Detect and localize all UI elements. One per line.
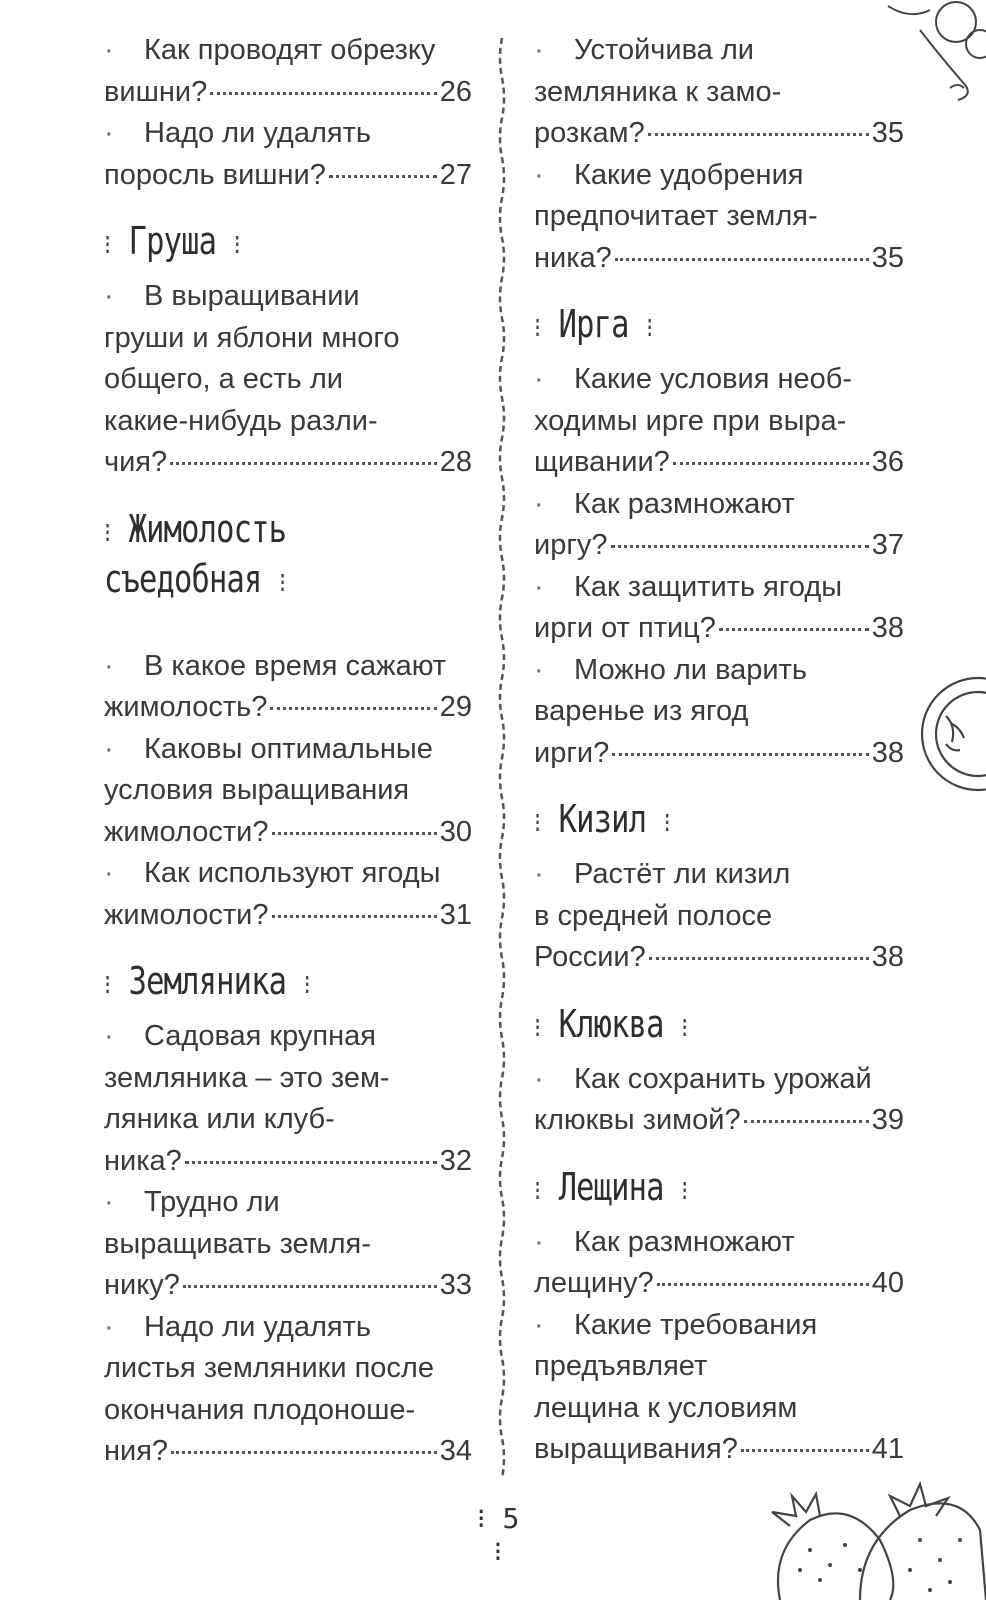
toc-entry xyxy=(534,30,904,155)
toc-entry xyxy=(104,276,472,484)
leader-dots xyxy=(657,1283,869,1286)
entry-text: лещину? xyxy=(534,1267,654,1299)
entry-text: В какое время сажают xyxy=(144,649,447,682)
toc-entry xyxy=(104,853,472,936)
toc-entry xyxy=(534,155,904,280)
entry-page-number: 35 xyxy=(871,117,904,149)
entry-line xyxy=(534,567,904,609)
entry-text: Как проводят обрезку xyxy=(144,34,436,66)
ornament-left-icon: ⁝ xyxy=(104,968,112,1001)
entry-text: Как размножают xyxy=(574,487,795,520)
section-heading xyxy=(534,301,830,351)
bullet-icon: · xyxy=(534,34,544,66)
entry-line xyxy=(104,1099,472,1141)
bullet-icon: · xyxy=(534,158,544,191)
entry-text: розкам? xyxy=(534,117,645,149)
entry-page-number: 34 xyxy=(439,1435,472,1467)
entry-text: выращивать земля- xyxy=(104,1227,371,1260)
entry-text: условия выращивания xyxy=(104,774,410,806)
section-heading xyxy=(534,796,830,846)
section-heading xyxy=(534,1164,830,1214)
entry-text: ника? xyxy=(534,241,612,274)
entry-last-line xyxy=(534,1263,904,1305)
entry-line xyxy=(104,1182,472,1224)
entry-page-number: 26 xyxy=(439,75,472,108)
entry-line xyxy=(104,1058,472,1100)
entry-line xyxy=(534,155,904,197)
entry-last-line xyxy=(534,525,904,567)
toc-entry xyxy=(534,1305,904,1471)
toc-entry xyxy=(534,650,904,775)
leader-dots xyxy=(272,915,437,918)
entry-text: жимолость? xyxy=(104,691,268,723)
bullet-icon: · xyxy=(104,649,114,682)
bullet-icon: · xyxy=(104,117,114,149)
entry-text: ходимы ирге при выра- xyxy=(534,404,847,437)
section-title: Земляника xyxy=(128,959,287,1003)
section-title: Груша xyxy=(128,219,217,263)
section-title: Клюква xyxy=(558,1001,664,1046)
entry-line xyxy=(104,318,472,360)
entry-line xyxy=(104,1224,472,1266)
entry-last-line xyxy=(534,113,904,155)
entry-line xyxy=(534,359,904,401)
bullet-icon: · xyxy=(104,857,114,889)
leader-dots xyxy=(649,957,869,960)
entry-text: чия? xyxy=(104,446,168,478)
entry-text: земляника к замо- xyxy=(534,75,782,108)
entry-line xyxy=(534,854,904,896)
entry-last-line xyxy=(534,937,904,979)
entry-text: нику? xyxy=(104,1269,180,1301)
entry-text: жимолости? xyxy=(104,898,269,931)
entry-line xyxy=(104,113,472,155)
entry-text: Как размножают xyxy=(574,1225,795,1258)
toc-entry xyxy=(534,484,904,567)
entry-page-number: 38 xyxy=(871,736,904,769)
ornament-right-icon: ⁝ xyxy=(681,1010,689,1044)
entry-line xyxy=(534,30,904,72)
ornament-right-icon: ⁝ xyxy=(493,1535,503,1568)
entry-text: ирги от птиц? xyxy=(534,612,716,644)
leader-dots xyxy=(648,133,869,136)
entry-page-number: 30 xyxy=(439,815,472,848)
entry-text: ляника или клуб- xyxy=(104,1103,335,1135)
section-heading-line2 xyxy=(104,556,398,606)
bullet-icon: · xyxy=(534,1308,544,1341)
bullet-icon: · xyxy=(534,858,544,890)
entry-line xyxy=(534,1388,904,1430)
entry-text: щивании? xyxy=(534,446,670,478)
berry-sketch-icon xyxy=(880,0,986,110)
entry-text: какие-нибудь разли- xyxy=(104,404,378,437)
bullet-icon: · xyxy=(534,487,544,520)
entry-last-line xyxy=(104,442,472,484)
entry-text: клюквы зимой? xyxy=(534,1104,741,1136)
toc-entry xyxy=(534,1059,904,1142)
ornament-left-icon: ⁝ xyxy=(104,228,112,261)
entry-last-line xyxy=(104,687,472,729)
leader-dots xyxy=(673,462,869,465)
toc-entry xyxy=(104,113,472,196)
ornament-right-icon: ⁝ xyxy=(663,806,671,839)
entry-line xyxy=(104,30,472,72)
entry-line xyxy=(534,1059,904,1101)
entry-last-line xyxy=(104,812,472,854)
entry-line xyxy=(534,1222,904,1264)
toc-entry xyxy=(534,359,904,484)
entry-text: Какие удобрения xyxy=(574,158,804,191)
ornament-right-icon: ⁝ xyxy=(233,228,241,261)
entry-line xyxy=(104,1016,472,1058)
leader-dots xyxy=(615,258,869,261)
strawberry-sketch-icon xyxy=(750,1470,986,1600)
section-heading xyxy=(104,218,398,268)
entry-text: общего, а есть ли xyxy=(104,363,343,395)
entry-last-line xyxy=(534,1100,904,1142)
toc-entry xyxy=(104,729,472,854)
ornament-left-icon: ⁝ xyxy=(534,1010,542,1044)
entry-line xyxy=(104,729,472,771)
bullet-icon: · xyxy=(534,1062,544,1095)
section-title: Лещина xyxy=(558,1164,664,1209)
entry-text: ирги? xyxy=(534,736,610,769)
bullet-icon: · xyxy=(104,1186,114,1218)
entry-line xyxy=(534,1305,904,1347)
entry-last-line xyxy=(104,1265,472,1307)
entry-last-line xyxy=(104,895,472,937)
entry-text: выращивания? xyxy=(534,1433,738,1465)
entry-line xyxy=(534,1346,904,1388)
bullet-icon: · xyxy=(104,1310,114,1343)
bullet-icon: · xyxy=(534,653,544,686)
entry-text: в средней полосе xyxy=(534,899,773,932)
ornament-right-icon: ⁝ xyxy=(279,565,287,599)
entry-line xyxy=(534,72,904,114)
entry-line xyxy=(534,196,904,238)
toc-entry xyxy=(104,1182,472,1307)
ornament-right-icon: ⁝ xyxy=(303,968,311,1001)
leader-dots xyxy=(329,175,437,178)
entry-line xyxy=(534,484,904,526)
leader-dots xyxy=(272,832,437,835)
section-heading xyxy=(104,506,398,556)
entry-line xyxy=(534,896,904,938)
entry-text: жимолости? xyxy=(104,815,269,848)
entry-text: земляника – это зем- xyxy=(104,1061,390,1094)
entry-text: Как сохранить урожай xyxy=(574,1062,872,1095)
entry-last-line xyxy=(534,733,904,775)
ornament-left-icon: ⁝ xyxy=(476,1502,486,1535)
entry-text: предъявляет xyxy=(534,1350,708,1382)
ornament-left-icon: ⁝ xyxy=(534,806,542,839)
entry-page-number: 28 xyxy=(439,446,472,478)
entry-text: Садовая крупная xyxy=(144,1020,376,1052)
section-title: Кизил xyxy=(558,797,647,841)
entry-text: Надо ли удалять xyxy=(144,1310,371,1343)
entry-last-line xyxy=(534,1429,904,1471)
toc-entry xyxy=(534,567,904,650)
entry-text: Какие условия необ- xyxy=(574,363,853,395)
entry-text: Устойчива ли xyxy=(574,34,754,66)
section-heading-block xyxy=(104,506,472,606)
entry-text: Как защитить ягоды xyxy=(574,570,843,603)
entry-line xyxy=(534,691,904,733)
bullet-icon: · xyxy=(534,363,544,395)
entry-last-line xyxy=(104,1141,472,1183)
ornament-left-icon: ⁝ xyxy=(104,515,112,549)
entry-text: лещина к условиям xyxy=(534,1391,798,1424)
section-title-line2: съедобная xyxy=(104,556,262,601)
entry-text: Растёт ли кизил xyxy=(574,858,791,890)
entry-text: России? xyxy=(534,941,646,973)
entry-last-line xyxy=(104,155,472,197)
entry-page-number: 38 xyxy=(871,612,904,644)
column-divider xyxy=(496,38,508,1478)
bullet-icon: · xyxy=(104,1020,114,1052)
leader-dots xyxy=(185,1161,437,1164)
entry-last-line xyxy=(104,72,472,114)
entry-text: листья земляники после xyxy=(104,1352,434,1384)
fruit-slice-sketch-icon xyxy=(916,664,986,804)
entry-line xyxy=(104,770,472,812)
ornament-left-icon: ⁝ xyxy=(534,311,542,344)
toc-left-column xyxy=(104,30,472,1473)
entry-page-number: 41 xyxy=(871,1433,904,1465)
ornament-left-icon: ⁝ xyxy=(534,1173,542,1207)
leader-dots xyxy=(719,628,869,631)
entry-text: груши и яблони много xyxy=(104,321,400,354)
entry-text: ника? xyxy=(104,1144,182,1177)
bullet-icon: · xyxy=(104,732,114,765)
entry-line xyxy=(104,646,472,688)
entry-page-number: 31 xyxy=(439,898,472,931)
toc-entry xyxy=(104,646,472,729)
toc-entry xyxy=(104,30,472,113)
entry-text: Трудно ли xyxy=(144,1186,280,1218)
entry-line xyxy=(534,650,904,692)
entry-text: варенье из ягод xyxy=(534,695,749,727)
entry-line xyxy=(104,1348,472,1390)
toc-right-column xyxy=(534,30,904,1471)
section-heading xyxy=(534,1001,830,1051)
toc-entry xyxy=(104,1016,472,1182)
entry-text: Надо ли удалять xyxy=(144,117,371,149)
entry-line xyxy=(104,401,472,443)
entry-text: Каковы оптимальные xyxy=(144,732,433,765)
entry-line xyxy=(104,1307,472,1349)
entry-page-number: 27 xyxy=(439,158,472,191)
entry-last-line xyxy=(534,608,904,650)
bullet-icon: · xyxy=(104,280,114,312)
section-title: Ирга xyxy=(558,302,629,346)
entry-page-number: 38 xyxy=(871,941,904,973)
section-title: Жимолость xyxy=(128,506,287,551)
entry-line xyxy=(104,276,472,318)
entry-page-number: 39 xyxy=(871,1104,904,1136)
bullet-icon: · xyxy=(104,34,114,66)
entry-line xyxy=(104,359,472,401)
ornament-right-icon: ⁝ xyxy=(646,311,654,344)
leader-dots xyxy=(210,92,437,95)
leader-dots xyxy=(270,707,436,710)
leader-dots xyxy=(183,1285,437,1288)
ornament-right-icon: ⁝ xyxy=(681,1173,689,1207)
leader-dots xyxy=(170,462,437,465)
entry-text: Как используют ягоды xyxy=(144,857,441,889)
entry-page-number: 35 xyxy=(871,241,904,274)
entry-line xyxy=(104,1390,472,1432)
entry-text: Какие требования xyxy=(574,1308,818,1341)
leader-dots xyxy=(741,1449,869,1452)
entry-text: ния? xyxy=(104,1435,169,1467)
entry-page-number: 40 xyxy=(871,1267,904,1299)
leader-dots xyxy=(612,753,869,756)
toc-entry xyxy=(534,1222,904,1305)
entry-page-number: 37 xyxy=(871,529,904,561)
entry-text: Можно ли варить xyxy=(574,653,807,686)
toc-entry xyxy=(104,1307,472,1473)
entry-last-line xyxy=(534,442,904,484)
entry-last-line xyxy=(534,238,904,280)
entry-page-number: 29 xyxy=(439,691,472,723)
leader-dots xyxy=(611,545,869,548)
leader-dots xyxy=(744,1120,869,1123)
bullet-icon: · xyxy=(534,1225,544,1258)
toc-entry xyxy=(534,854,904,979)
entry-text: поросль вишни? xyxy=(104,158,326,191)
page-number-value: 5 xyxy=(502,1502,520,1535)
entry-page-number: 33 xyxy=(439,1269,472,1301)
entry-text: окончания плодоноше- xyxy=(104,1393,416,1426)
leader-dots xyxy=(171,1451,437,1454)
bullet-icon: · xyxy=(534,570,544,603)
page-number xyxy=(468,1502,528,1568)
entry-line xyxy=(534,401,904,443)
entry-text: предпочитает земля- xyxy=(534,200,818,232)
entry-last-line xyxy=(104,1431,472,1473)
section-heading xyxy=(104,958,398,1008)
entry-page-number: 36 xyxy=(871,446,904,478)
entry-page-number: 32 xyxy=(439,1144,472,1177)
entry-text: иргу? xyxy=(534,529,608,561)
entry-text: В выращивании xyxy=(144,280,360,312)
entry-line xyxy=(104,853,472,895)
entry-text: вишни? xyxy=(104,75,208,108)
